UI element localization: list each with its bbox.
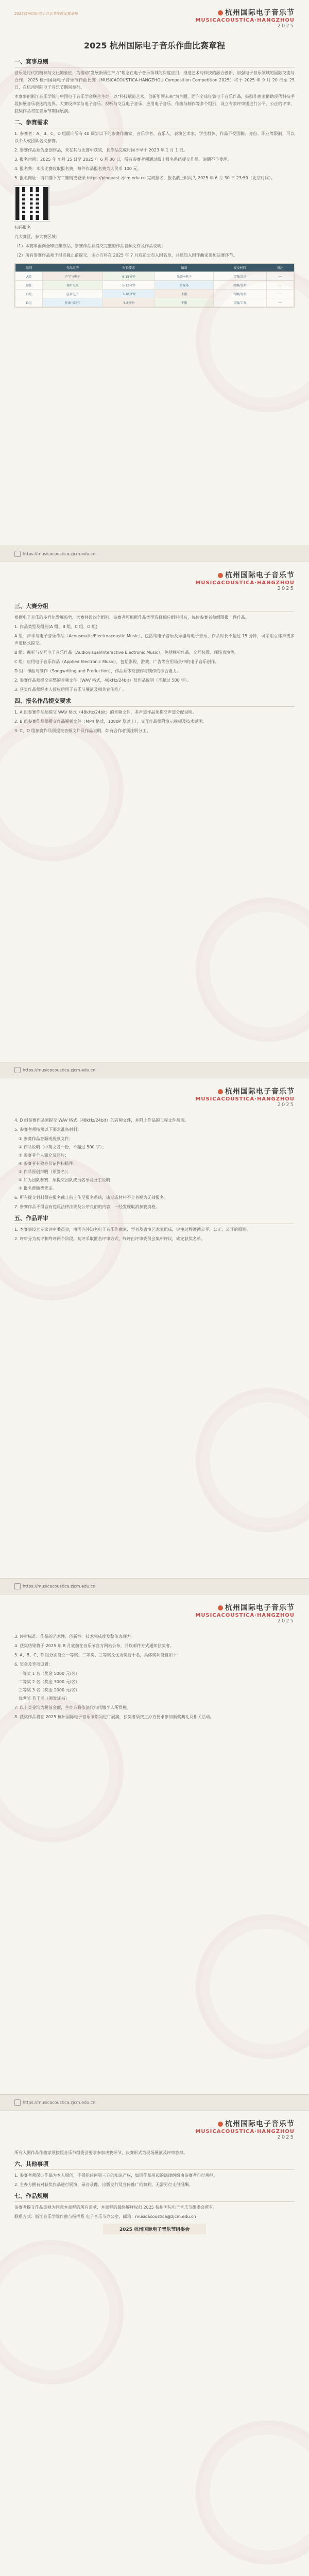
section-heading: 三、大赛分组 — [14, 602, 295, 612]
paragraph: 九大赛区，参大赛区域： — [14, 234, 60, 239]
web-icon — [14, 1583, 21, 1589]
seal-watermark — [196, 1388, 309, 1532]
paragraph: A 组：声学与电子音乐作品（Acousmatic/Electroacoustic Music），包括纯电子音乐及乐器与电子音乐，作品时长不超过 15 分钟，可采用立体声或多声道格式提交。 — [14, 634, 295, 646]
brand-logo — [195, 570, 295, 591]
paragraph: 7. 参赛作品不得含有违反法律法规及公序良俗的内容，一经发现取消参赛资格。 — [14, 1205, 160, 1209]
footer-url-text: https://musicacoustica.zjcm.edu.cn — [23, 551, 96, 556]
paragraph: 4. D 组参赛作品须提交 WAV 格式（48kHz/24bit）的音频文件，并附上作品的工程文件截图。 — [14, 1118, 189, 1123]
paragraph: 1. 参赛者：A、B、C、D 组面向所有 40 周岁以下的参赛作曲家、音乐学者、音乐人、表演艺术家、学生群体、作品不受国籍、身份、职业等限制，可以以个人或团队名义参赛。 — [14, 131, 295, 143]
list-item: ⑦ 报名费缴费凭证。 — [19, 1186, 57, 1191]
table-cell: 不限 — [155, 298, 213, 307]
section-heading: 四、报名作品提交要求 — [14, 697, 295, 707]
prize-item: 二等奖 2 名（奖金 3000 元/名） — [19, 1680, 80, 1684]
paragraph: 2. 参赛作品须提交完整的音频文件（WAV 格式，48kHz/24bit）及作品说明（不超过 500 字）。 — [14, 678, 192, 683]
table-cell: 应用电子 — [43, 290, 102, 298]
paragraph: 2. 主办方拥有对获奖作品进行展演、录音录像、出版发行及宣传推广的权利，无需另行支付报酬。 — [14, 2182, 193, 2187]
header-doc-title: 2025杭州国际电子音乐节作曲比赛章程 — [14, 12, 78, 16]
table-cell: B组 — [15, 281, 43, 290]
list-item: ② 作品说明（中英文各一份，不超过 500 字）； — [19, 1145, 107, 1149]
list-item: ③ 参赛者个人简介及照片； — [19, 1153, 69, 1158]
section-heading: 二、参赛需求 — [14, 118, 295, 128]
paragraph: 7. 以上奖金均为税前金额，主办方将依法代扣代缴个人所得税。 — [14, 1705, 131, 1710]
paragraph: 3. 获奖作品须经本人授权后用于音乐节展演及相关宣传推广。 — [14, 687, 127, 692]
table-header-cell: 备注 — [266, 264, 294, 272]
closing-banner: 2025 杭州国际电子音乐节组委会 — [103, 2224, 206, 2234]
footer-url[interactable] — [14, 2099, 95, 2106]
footer-url-text: https://musicacoustica.zjcm.edu.cn — [23, 2100, 96, 2105]
seal-watermark — [0, 2240, 124, 2384]
page-2 — [0, 563, 309, 1078]
footer-url-text: https://musicacoustica.zjcm.edu.cn — [23, 1067, 96, 1073]
paragraph: D 组：作曲与制作（Songwriting and Production），作品须体现创作与制作的综合能力。 — [14, 669, 181, 673]
web-icon — [14, 1067, 21, 1073]
page-title: 2025 杭州国际电子音乐作曲比赛章程 — [83, 41, 226, 50]
table-cell: 作曲与制作 — [43, 298, 102, 307]
page-header — [0, 1079, 309, 1115]
table-cell: 视听交互 — [43, 281, 102, 290]
page-header — [0, 2111, 309, 2147]
paragraph: 2. 参赛作品须为原创作品，未在其他比赛中获奖，且作品完成时间不早于 2023 年 1 月 1 日。 — [14, 148, 187, 152]
table-cell: 乐器+电子 — [155, 272, 213, 281]
paragraph: 5. 参赛者须按照以下要求准备材料： — [14, 1127, 82, 1132]
footer-url[interactable] — [14, 1583, 95, 1589]
paragraph: 联系方式：浙江音乐学院作曲与指挥系 电子音乐节办公室，邮箱：musicacoustica@zjcm.edu.cn — [14, 2214, 196, 2219]
footer-url-text: https://musicacoustica.zjcm.edu.cn — [23, 1584, 96, 1589]
brand-year: 2025 — [277, 586, 295, 591]
list-item: ⑤ 作品原创声明（须签名）； — [19, 1170, 71, 1174]
brand-name-cn: 杭州国际电子音乐节 — [225, 2120, 295, 2128]
page-5 — [0, 2111, 309, 2576]
seal-watermark — [196, 897, 309, 1042]
section-heading: 七、作品规则 — [14, 2192, 295, 2202]
page-footer — [0, 546, 309, 562]
table-cell: 音频/总谱 — [213, 272, 266, 281]
seal-watermark — [196, 1914, 309, 2059]
logo-dot-icon — [218, 2122, 223, 2127]
brand-year: 2025 — [277, 1618, 295, 1624]
paragraph: 6. 奖金及奖项设置： — [14, 1662, 53, 1667]
brand-name-cn: 杭州国际电子音乐节 — [225, 1088, 295, 1096]
brand-name-en: MUSICACOUSTICA·HANGZHOU — [195, 580, 295, 586]
list-item: ④ 参赛者有效身份证件扫描件； — [19, 1161, 77, 1166]
brand-name-cn: 杭州国际电子音乐节 — [225, 571, 295, 580]
prize-item: 优秀奖 若干名（颁发证书） — [19, 1696, 70, 1701]
paragraph: 2. 评审分为初评和终评两个阶段。初评采取匿名评审方式，终评由评审委员会集中评议，确定获奖名单。 — [14, 1236, 205, 1241]
table-cell: 3-8分钟 — [102, 298, 155, 307]
paragraph: 3. 评审标准：作品的艺术性、创新性、技术完成度及整体表现力。 — [14, 1634, 135, 1639]
brand-name-en: MUSICACOUSTICA·HANGZHOU — [195, 1613, 295, 1618]
page-header — [0, 0, 309, 36]
table-cell: 多媒体 — [155, 281, 213, 290]
page-header — [0, 1595, 309, 1631]
table-cell: — — [266, 272, 294, 281]
table-cell: A组 — [15, 272, 43, 281]
brand-logo — [195, 7, 295, 29]
brand-logo — [195, 1086, 295, 1108]
paragraph: 2. B 组参赛作品须提交作品视频文件（MP4 格式，1080P 及以上），交互作品须附演示视频及技术说明。 — [14, 719, 207, 724]
paragraph: 根据电子音乐的多样化发展趋势，大赛共设四个组别，参赛者可根据作品类型选择相应组别报名，每位参赛者每组限报一件作品。 — [14, 615, 249, 620]
paragraph: 音乐是时代的精神与文化的象征，为推动"发展新质生产力"理念在电子音乐领域的深度应用，推进艺术与科技的融合创新，加强电子音乐领域的国际交流与合作，2025 杭州国际电子音乐节作曲比赛（MUSICACOUSTICA-HANGZHOU Composition Competition 2025）将于 2025 年 9 月 20 日至 25 日，在杭州国际电子音乐节期间举行。 — [14, 71, 295, 90]
paragraph: 4. 报名费：本次比赛收取报名费，每件作品报名费为人民币 100 元。 — [14, 166, 142, 171]
table-cell: D组 — [15, 298, 43, 307]
qr-code[interactable] — [14, 186, 49, 221]
table-header-cell: 时长要求 — [102, 264, 155, 272]
table-header-cell: 编制 — [155, 264, 213, 272]
logo-dot-icon — [218, 573, 223, 578]
brand-year: 2025 — [277, 23, 295, 29]
brand-name-cn: 杭州国际电子音乐节 — [225, 1604, 295, 1612]
table-cell: 3-10分钟 — [102, 290, 155, 298]
paragraph: 6. 所有提交材料须在报名截止前上传至报名系统，逾期或材料不全者视为无效报名。 — [14, 1195, 168, 1200]
brand-year: 2025 — [277, 1102, 295, 1108]
prize-item: 三等奖 3 名（奖金 2000 元/名） — [19, 1688, 80, 1692]
paragraph: （2）所有参赛作品须于报名截止前提交，主办方将在 2025 年 7 月底前公布入围名单，并通知入围作曲家参加决赛环节。 — [14, 253, 237, 258]
brand-name-en: MUSICACOUSTICA·HANGZHOU — [195, 1096, 295, 1102]
footer-url[interactable] — [14, 551, 95, 557]
paragraph: 4. 获奖结果将于 2025 年 8 月底前在音乐节官方网站公布，并以邮件方式通知获奖者。 — [14, 1643, 174, 1648]
paragraph: 所有入围作品作曲家须按照音乐节组委会要求参加决赛环节，决赛形式为现场展演及评审答辩。 — [14, 2150, 187, 2155]
table-cell: 不限 — [155, 290, 213, 298]
paragraph: B 组：视听与交互电子音乐作品（Audiovisual/Interactive Electronic Music），包括视听作品、交互装置、现场表演等。 — [14, 650, 239, 655]
paragraph: 3. 报名时间：2025 年 4 月 15 日至 2025 年 6 月 30 日，所有参赛者须通过线上报名系统提交作品，逾期不予受理。 — [14, 157, 232, 162]
list-item: ① 参赛作品音频或视频文件； — [19, 1137, 73, 1141]
paragraph: （1）本赛事面向全球征集作品，参赛作品须提交完整的作品音频文件及作品说明； — [14, 244, 166, 248]
table-cell: 视频/说明 — [213, 281, 266, 290]
table-header-cell: 作品类型 — [43, 264, 102, 272]
page-footer — [0, 2094, 309, 2110]
paragraph: 1. 作品类型及组别(A 组、B 组、C 组、D 组) — [14, 624, 98, 629]
paragraph: 1. A 组参赛作品须提交 WAV 格式（48kHz/24bit）的音频文件，多声道作品须提交声道分配说明。 — [14, 710, 197, 715]
table-cell: — — [266, 298, 294, 307]
paragraph: 本赛事由浙江音乐学院与中国电子音乐学会联合主办，以"科技赋能艺术，创新引领未来"为主题，面向全球征集电子音乐作品，鼓励作曲家借助现代科技手段拓展音乐表达的边界。大赛设声学与电子音乐、视听与交互电子音乐、应用电子音乐、作曲与制作等多个组别，设立专家评审团进行公平、公正的评审，获奖作品将在音乐节期间展演。 — [14, 94, 295, 113]
paragraph: 5. 报名网址：请扫描下方二维码或登录 https://pinquest.zjcm.edu.cn 完成报名，报名截止时间为 2025 年 6 月 30 日 23:59（北京时间）。 — [14, 176, 275, 180]
table-cell: 声学与电子 — [43, 272, 102, 281]
page-footer — [0, 1062, 309, 1078]
page-3 — [0, 1079, 309, 1595]
brand-name-cn: 杭州国际电子音乐节 — [225, 9, 295, 17]
qr-caption: 扫码报名 — [14, 225, 31, 230]
logo-dot-icon — [218, 10, 223, 15]
section-heading: 六、其他事项 — [14, 2160, 295, 2170]
table-cell: 音频/工程 — [213, 298, 266, 307]
table-cell: — — [266, 290, 294, 298]
table-header-cell: 提交材料 — [213, 264, 266, 272]
table-cell: 音频/说明 — [213, 290, 266, 298]
table-cell: 6-15分钟 — [102, 272, 155, 281]
logo-dot-icon — [218, 1089, 223, 1094]
paragraph: 参赛者提交作品即视为同意本章程的所有条款，本章程的最终解释权归 2025 杭州国际电子音乐节组委会所有。 — [14, 2205, 217, 2210]
page-4 — [0, 1595, 309, 2111]
prize-item: 一等奖 1 名（奖金 5000 元/名） — [19, 1671, 80, 1676]
page-1 — [0, 0, 309, 562]
paragraph: 3. C、D 组参赛作品须提交音频文件及作品说明，如有合作者须注明分工。 — [14, 728, 151, 733]
table-header-cell: 组别 — [15, 264, 43, 272]
paragraph: 8. 获奖作品将在 2025 杭州国际电子音乐节期间进行展演，获奖者须按主办方要求参加颁奖典礼及相关活动。 — [14, 1715, 214, 1719]
paragraph: 1. 本赛事设立专家评审委员会，由国内外知名电子音乐作曲家、学者及表演艺术家组成，评审过程遵循公平、公正、公开的原则。 — [14, 1227, 251, 1232]
table-cell: 5-12分钟 — [102, 281, 155, 290]
table-cell: C组 — [15, 290, 43, 298]
paragraph: 5. A、B、C、D 组分别设立一等奖、二等奖、三等奖及优秀奖若干名，具体奖项设置如下： — [14, 1653, 181, 1657]
web-icon — [14, 551, 21, 557]
paragraph: 1. 参赛者须保证作品为本人原创，不侵犯任何第三方的知识产权，如因作品引起的法律纠纷由参赛者自行承担。 — [14, 2173, 218, 2178]
brand-logo — [195, 2119, 295, 2140]
section-heading: 一、赛事总则 — [14, 57, 295, 67]
seal-watermark — [196, 2420, 309, 2565]
list-item: ⑥ 如为团队参赛，须提交团队成员名单及分工说明； — [19, 1178, 114, 1182]
brand-name-en: MUSICACOUSTICA·HANGZHOU — [195, 18, 295, 23]
page-header — [0, 563, 309, 599]
page-footer — [0, 1578, 309, 1594]
table-cell: — — [266, 281, 294, 290]
section-heading: 五、作品评审 — [14, 1214, 295, 1224]
logo-dot-icon — [218, 1605, 223, 1611]
paragraph: C 组：应用电子音乐作品（Applied Electronic Music），包括影视、游戏、广告等应用场景中的电子音乐创作。 — [14, 659, 219, 664]
footer-url[interactable] — [14, 1067, 95, 1073]
web-icon — [14, 2099, 21, 2106]
brand-year: 2025 — [277, 2134, 295, 2140]
brand-name-en: MUSICACOUSTICA·HANGZHOU — [195, 2129, 295, 2134]
brand-logo — [195, 1602, 295, 1624]
seal-watermark — [0, 717, 124, 861]
